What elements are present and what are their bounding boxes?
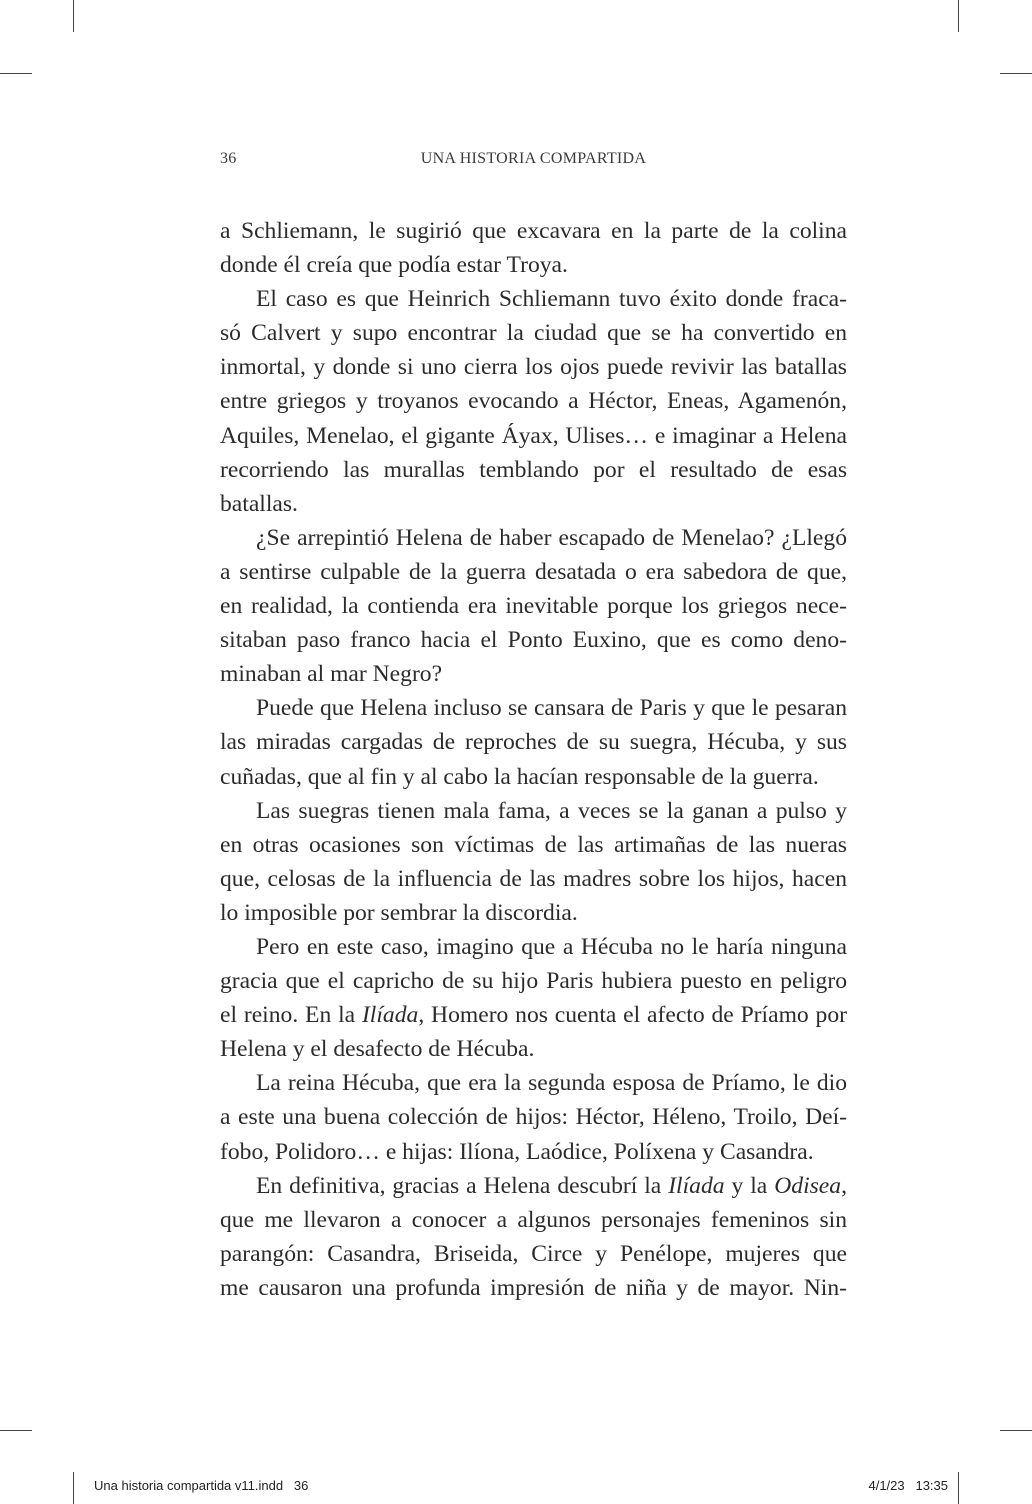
- text-line: donde él creía que podía estar Troya.: [220, 252, 568, 279]
- text-line: Pero en este caso, imagino que a Hécuba no le haría ninguna: [256, 933, 847, 960]
- text-line: me causaron una profunda impresión de niña y de mayor. Nin-: [220, 1274, 847, 1301]
- text-line: minaban al mar Negro?: [220, 661, 443, 688]
- crop-mark-left-top: [0, 73, 32, 74]
- text-line: que me llevaron a conocer a algunos personajes femeninos sin: [220, 1206, 847, 1233]
- italic-title: Odisea: [774, 1172, 842, 1199]
- text-line: parangón: Casandra, Briseida, Circe y Penélope, mujeres que: [220, 1240, 847, 1267]
- paragraph: [220, 521, 847, 691]
- text-line: inmortal, y donde si uno cierra los ojos puede revivir las batallas: [220, 354, 847, 381]
- text-line: só Calvert y supo encontrar la ciudad que se ha convertido en: [220, 320, 847, 347]
- text-line: batallas.: [220, 490, 298, 517]
- running-head: [220, 150, 847, 172]
- text-line: La reina Hécuba, que era la segunda esposa de Príamo, le dio: [256, 1070, 847, 1097]
- text-line: Aquiles, Menelao, el gigante Áyax, Ulises… e imaginar a Helena: [220, 422, 847, 449]
- crop-mark-top-left: [73, 0, 74, 32]
- slug-datetime: 4/1/23 13:35: [868, 1478, 948, 1493]
- text-line: en realidad, la contienda era inevitable porque los griegos nece-: [220, 593, 847, 620]
- text-line: a sentirse culpable de la guerra desatada o era sabedora de que,: [220, 558, 847, 585]
- crop-mark-right-bottom: [1000, 1430, 1032, 1431]
- paragraph: [220, 282, 847, 521]
- text-line: que, celosas de la influencia de las madres sobre los hijos, hacen: [220, 865, 847, 892]
- paragraph: [220, 214, 847, 282]
- slug-file-info: Una historia compartida v11.indd 36: [94, 1478, 309, 1493]
- crop-mark-bottom-right: [958, 1472, 959, 1504]
- crop-mark-bottom-left: [73, 1472, 74, 1504]
- text-line: En definitiva, gracias a Helena descubrí la Ilíada y la Odisea,: [256, 1172, 847, 1199]
- text-line: a este una buena colección de hijos: Héctor, Héleno, Troilo, Deí-: [220, 1104, 847, 1131]
- text-line: entre griegos y troyanos evocando a Héctor, Eneas, Agamenón,: [220, 388, 847, 415]
- text-line: cuñadas, que al fin y al cabo la hacían responsable de la guerra.: [220, 763, 819, 790]
- paragraph: [220, 794, 847, 930]
- running-title: UNA HISTORIA COMPARTIDA: [420, 150, 647, 167]
- italic-title: Ilíada: [668, 1172, 725, 1199]
- crop-mark-top-right: [958, 0, 959, 32]
- text-line: las miradas cargadas de reproches de su suegra, Hécuba, y sus: [220, 729, 847, 756]
- text-line: a Schliemann, le sugirió que excavara en la parte de la colina: [220, 218, 847, 244]
- crop-mark-left-bottom: [0, 1430, 32, 1431]
- text-line: recorriendo las murallas temblando por el resultado de esas: [220, 456, 847, 483]
- paragraph: [220, 691, 847, 793]
- text-line: el reino. En la Ilíada, Homero nos cuenta el afecto de Príamo por: [220, 1002, 847, 1029]
- text-line: ¿Se arrepintió Helena de haber escapado de Menelao? ¿Llegó: [256, 524, 847, 551]
- crop-mark-right-top: [1000, 73, 1032, 74]
- text-line: sitaban paso franco hacia el Ponto Euxino, que es como deno-: [220, 627, 847, 654]
- text-line: lo imposible por sembrar la discordia.: [220, 899, 578, 926]
- page-number: 36: [220, 150, 237, 167]
- text-line: Las suegras tienen mala fama, a veces se la ganan a pulso y: [256, 797, 847, 824]
- paragraph: [220, 1066, 847, 1168]
- body-text: [220, 214, 847, 1305]
- text-line: gracia que el capricho de su hijo Paris hubiera puesto en peligro: [220, 968, 847, 995]
- paragraph: [220, 930, 847, 1066]
- italic-title: Ilíada: [361, 1002, 419, 1029]
- text-line: Helena y el desafecto de Hécuba.: [220, 1036, 535, 1063]
- text-line: fobo, Polidoro… e hijas: Ilíona, Laódice, Políxena y Casandra.: [220, 1138, 814, 1165]
- text-line: El caso es que Heinrich Schliemann tuvo éxito donde fraca-: [256, 286, 847, 313]
- paragraph: [220, 1169, 847, 1305]
- text-line: Puede que Helena incluso se cansara de Paris y que le pesaran: [256, 695, 847, 722]
- text-line: en otras ocasiones son víctimas de las artimañas de las nueras: [220, 831, 847, 858]
